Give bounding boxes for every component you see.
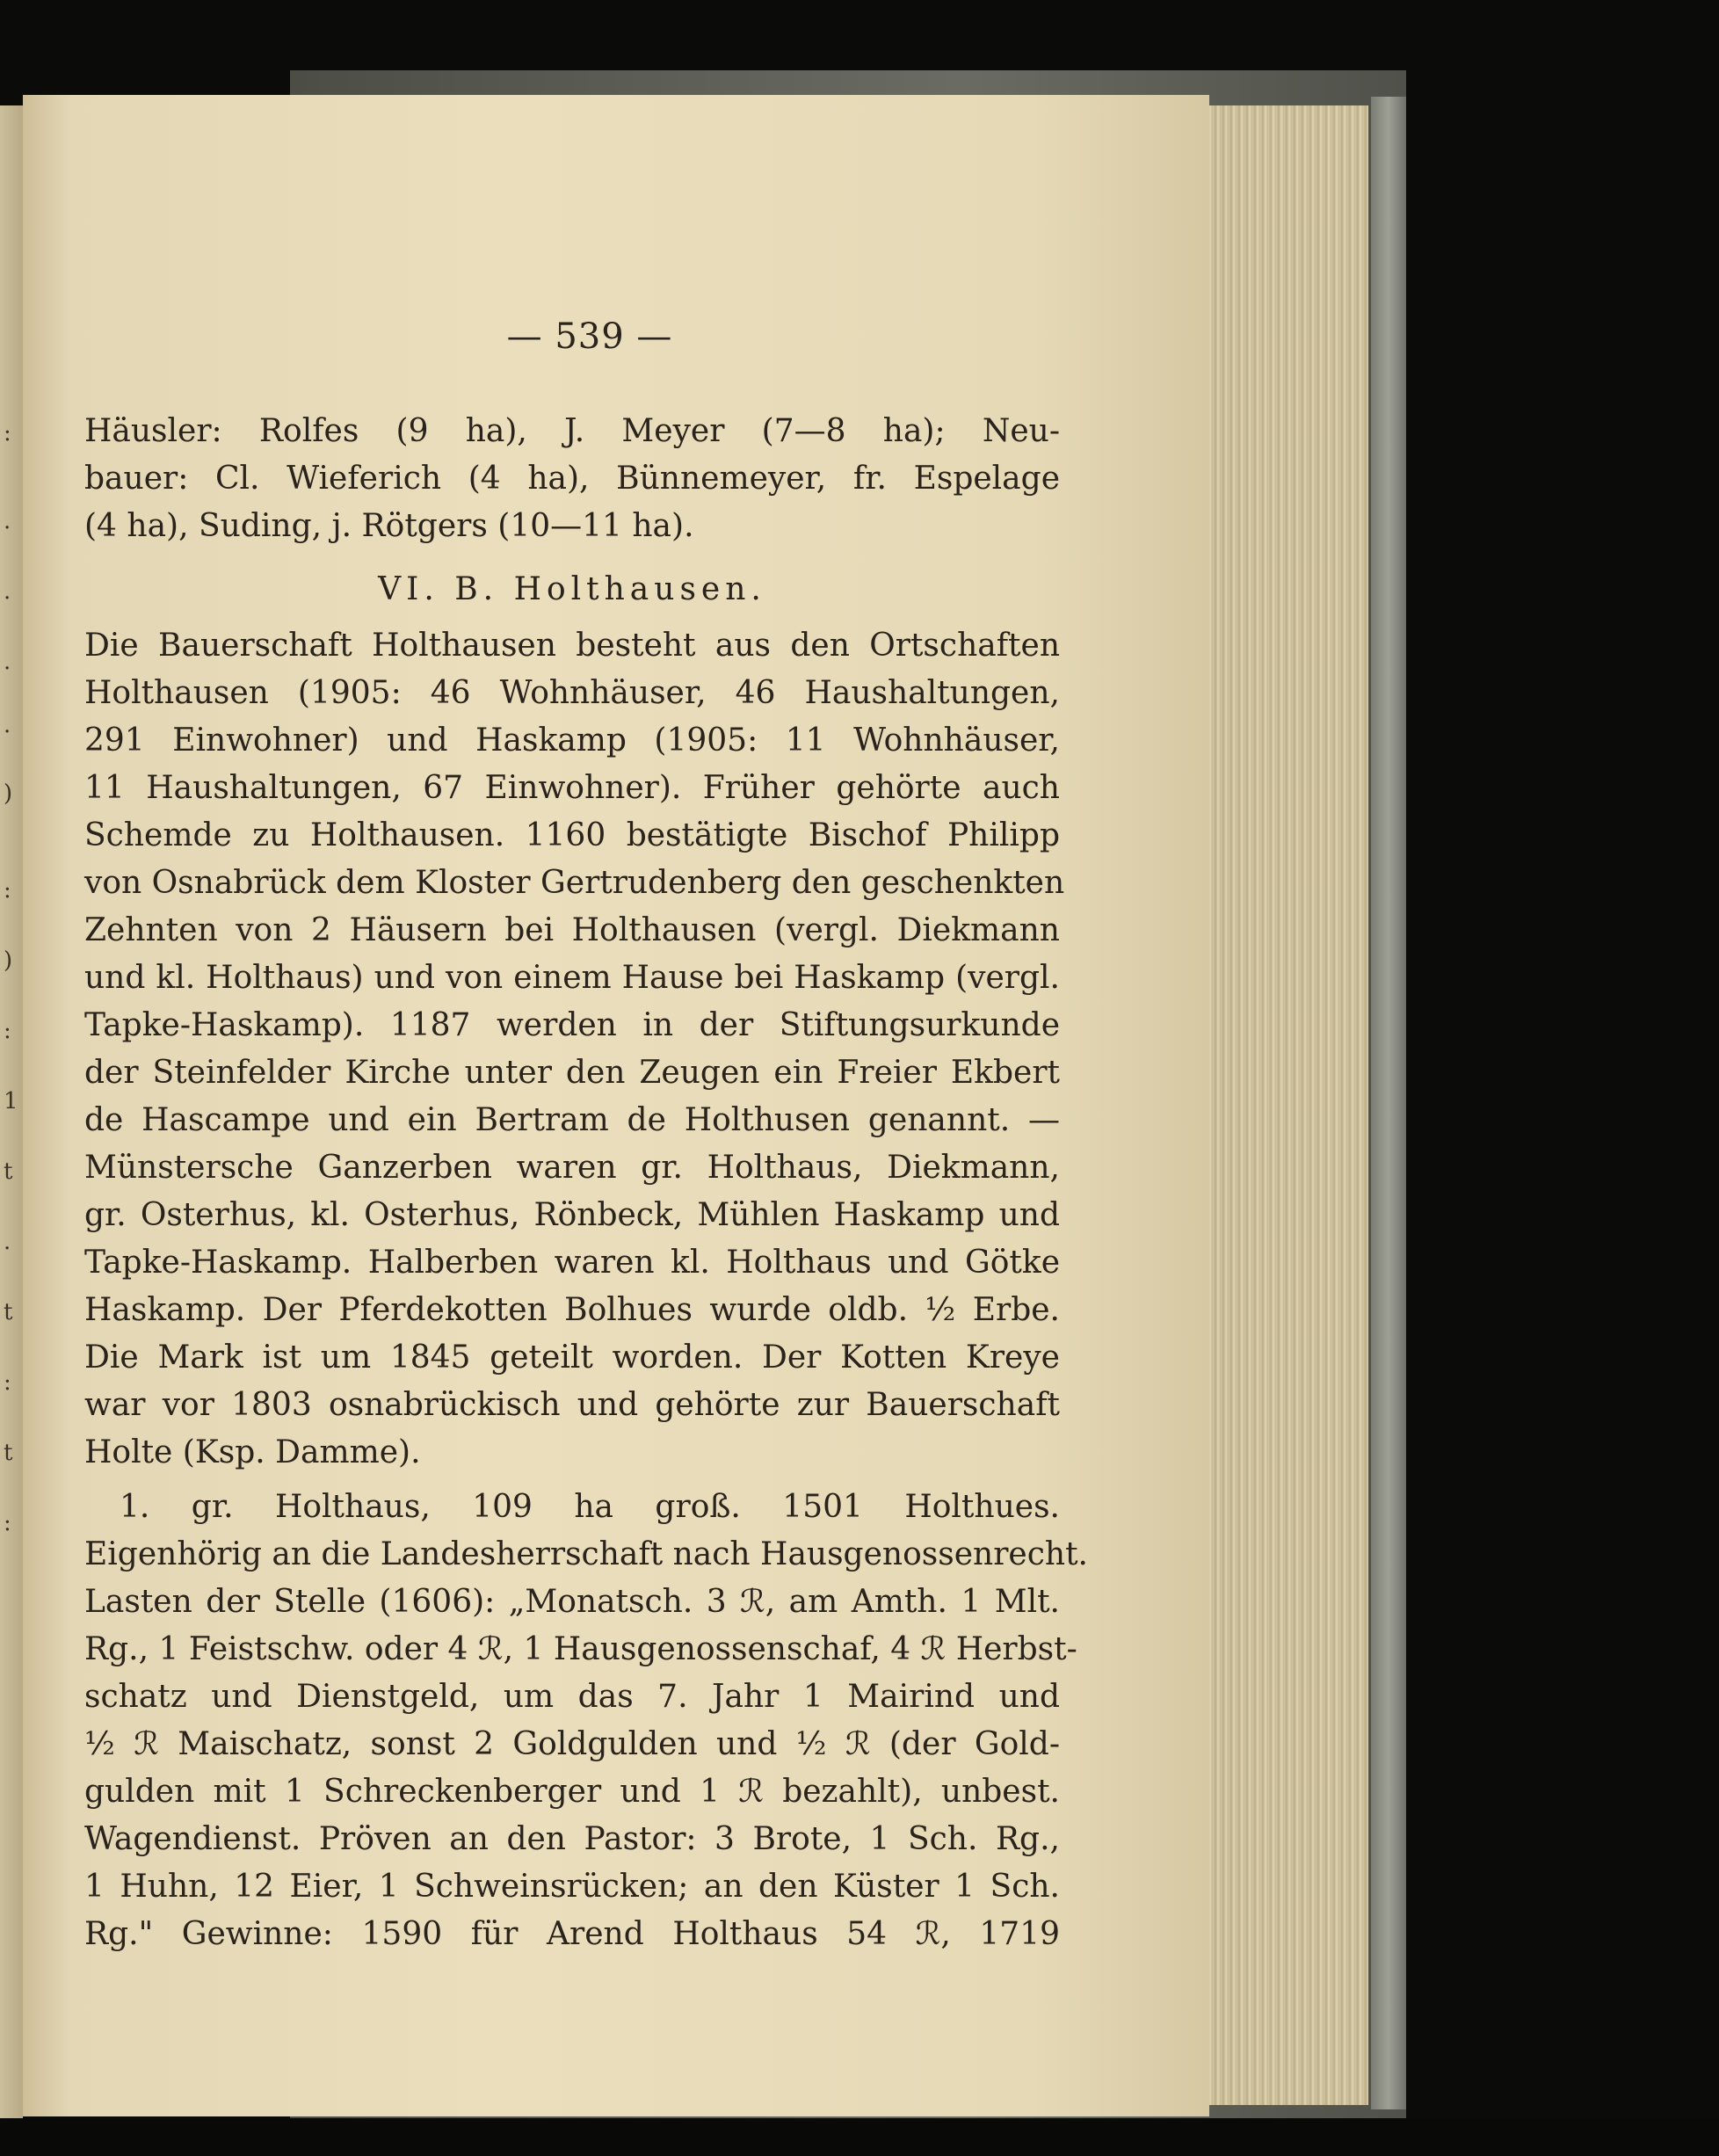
adjacent-page-mark: : [4, 1018, 11, 1044]
text-line: Lasten der Stelle (1606): „Monatsch. 3 ℛ, am Amth. 1 Mlt. [84, 1584, 1060, 1620]
text-line: von Osnabrück dem Kloster Gertrudenberg den geschenkten [84, 865, 1065, 901]
adjacent-page-mark: : [4, 1510, 11, 1536]
text-line: Eigenhörig an die Landesherrschaft nach Hausgenossenrecht. [84, 1536, 1088, 1572]
text-line: Holte (Ksp. Damme). [84, 1434, 421, 1470]
text-line: der Steinfelder Kirche unter den Zeugen ein Freier Ekbert [84, 1055, 1060, 1091]
text-line: gulden mit 1 Schreckenberger und 1 ℛ bezahlt), unbest. [84, 1774, 1060, 1810]
text-line: Münstersche Ganzerben waren gr. Holthaus, Diekmann, [84, 1150, 1060, 1186]
page-number: — 539 — [506, 316, 673, 357]
adjacent-page-mark: : [4, 420, 11, 446]
text-line: 11 Haushaltungen, 67 Einwohner). Früher gehörte auch [84, 770, 1060, 806]
text-line: Tapke-Haskamp). 1187 werden in der Stiftungsurkunde [84, 1007, 1060, 1043]
adjacent-page-mark: t [4, 1158, 13, 1185]
text-line: Haskamp. Der Pferdekotten Bolhues wurde oldb. ½ Erbe. [84, 1292, 1060, 1328]
text-line: ½ ℛ Maischatz, sonst 2 Goldgulden und ½ ℛ (der Gold- [84, 1726, 1060, 1762]
adjacent-page-mark: t [4, 1440, 13, 1466]
adjacent-page-mark: . [4, 508, 11, 534]
adjacent-page-mark: . [4, 1229, 11, 1255]
book-page [23, 95, 1209, 2116]
text-line: Holthausen (1905: 46 Wohnhäuser, 46 Haushaltungen, [84, 675, 1060, 711]
text-line: Rg." Gewinne: 1590 für Arend Holthaus 54 ℛ, 1719 [84, 1916, 1060, 1952]
text-line: 1. gr. Holthaus, 109 ha groß. 1501 Holthues. [120, 1489, 1060, 1525]
text-line: Tapke-Haskamp. Halberben waren kl. Holthaus und Götke [84, 1245, 1060, 1281]
text-line: Die Mark ist um 1845 geteilt worden. Der Kotten Kreye [84, 1339, 1060, 1376]
text-line: Die Bauerschaft Holthausen besteht aus den Ortschaften [84, 628, 1060, 664]
text-line: 1 Huhn, 12 Eier, 1 Schweinsrücken; an den Küster 1 Sch. [84, 1869, 1060, 1905]
text-line: bauer: Cl. Wieferich (4 ha), Bünnemeyer, fr. Espelage [84, 461, 1060, 497]
text-line: schatz und Dienstgeld, um das 7. Jahr 1 Mairind und [84, 1679, 1060, 1715]
adjacent-page-mark: 1 [4, 1088, 18, 1114]
text-line: Häusler: Rolfes (9 ha), J. Meyer (7—8 ha); Neu- [84, 413, 1060, 449]
adjacent-page-mark: : [4, 1369, 11, 1396]
text-line: Zehnten von 2 Häusern bei Holthausen (vergl. Diekmann [84, 912, 1060, 948]
text-line: 291 Einwohner) und Haskamp (1905: 11 Wohnhäuser, [84, 722, 1060, 759]
adjacent-page-mark: ) [4, 947, 13, 974]
adjacent-page-mark: t [4, 1299, 13, 1325]
adjacent-page-edge [0, 105, 23, 2127]
adjacent-page-mark: . [4, 649, 11, 675]
text-line: Schemde zu Holthausen. 1160 bestätigte Bischof Philipp [84, 817, 1060, 853]
book-cover-edge [1371, 97, 1406, 2109]
section-heading: VI. B. Holthausen. [378, 571, 766, 607]
adjacent-page-mark: ) [4, 780, 13, 807]
adjacent-page-mark: : [4, 877, 11, 904]
adjacent-page-mark: · [4, 719, 11, 745]
text-line: war vor 1803 osnabrückisch und gehörte zur Bauerschaft [84, 1387, 1060, 1423]
text-line: Rg., 1 Feistschw. oder 4 ℛ, 1 Hausgenossenschaf, 4 ℛ Herbst- [84, 1631, 1077, 1667]
page-stack-edge [1195, 105, 1368, 2105]
adjacent-page-mark: . [4, 578, 11, 605]
text-line: und kl. Holthaus) und von einem Hause bei Haskamp (vergl. [84, 960, 1060, 996]
background-bottom [0, 2118, 1719, 2156]
text-line: (4 ha), Suding, j. Rötgers (10—11 ha). [84, 508, 694, 544]
text-line: Wagendienst. Pröven an den Pastor: 3 Brote, 1 Sch. Rg., [84, 1821, 1060, 1857]
text-line: de Hascampe und ein Bertram de Holthusen genannt. — [84, 1102, 1060, 1138]
text-line: gr. Osterhus, kl. Osterhus, Rönbeck, Mühlen Haskamp und [84, 1197, 1060, 1233]
